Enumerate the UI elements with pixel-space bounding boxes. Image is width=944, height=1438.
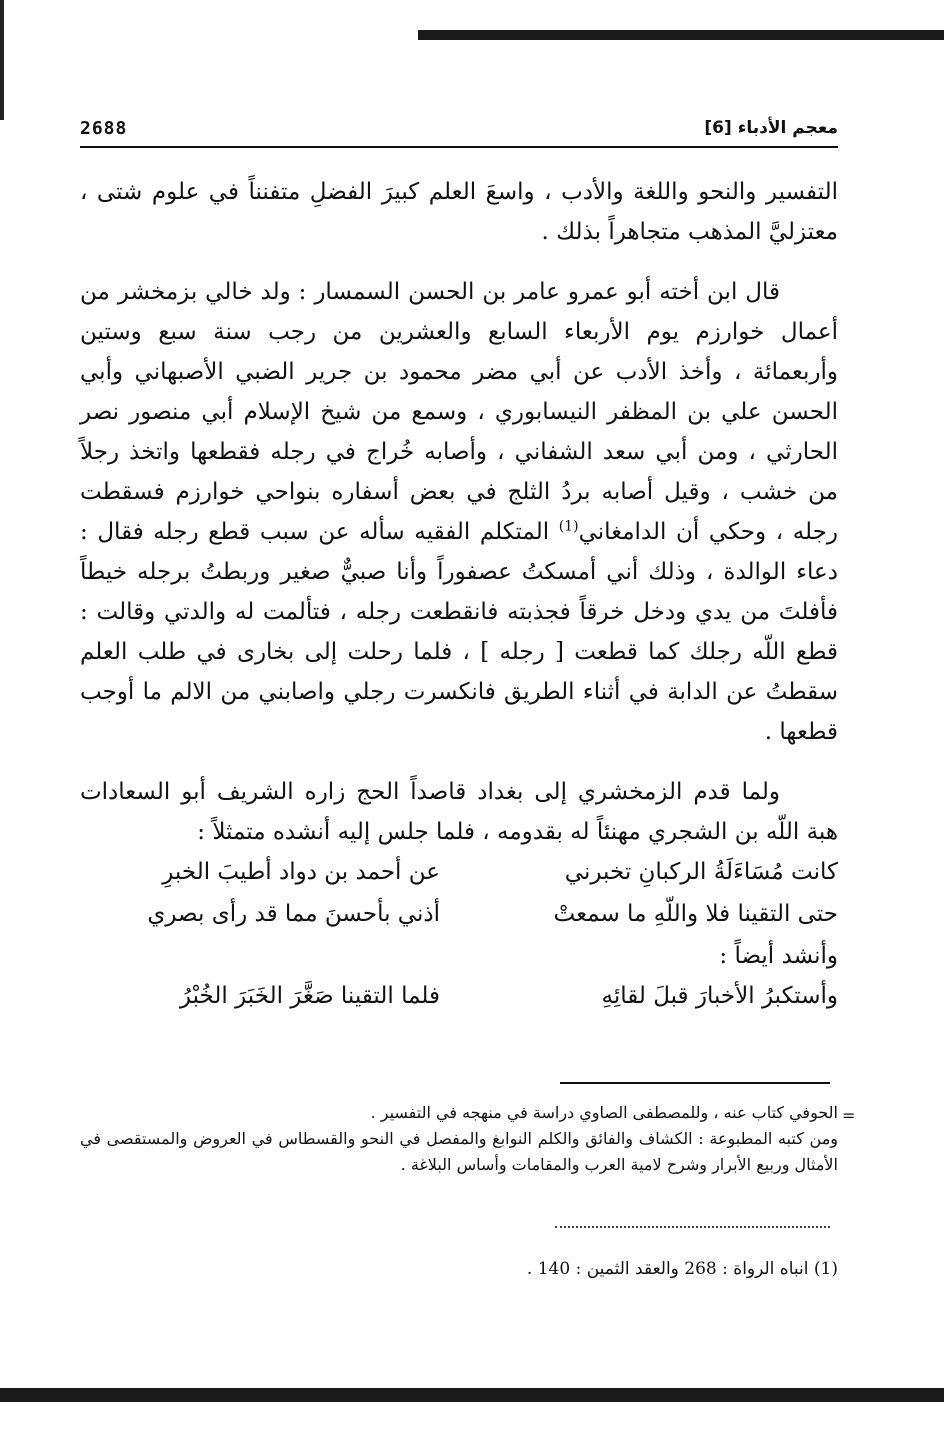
- verse-line: [80, 852, 838, 894]
- paragraph-2-part-a: قال ابن أخته أبو عمرو عامر بن الحسن السمسار : ولد خالي بزمخشر من أعمال خوارزم يوم الأربعاء السابع والعشرين من رجب سنة سبع وستين وأربعمائة ، وأخذ الأدب عن أبي مضر محمود بن جرير الضبي الأصبهاني وأبي الحسن علي بن المظفر النيسابوري ، وسمع من شيخ الإسلام أبي منصور نصر الحارثي ، ومن أبي سعد الشفاني ، وأصابه خُراج في رجله فقطعها واتخذ رجلاً من خشب ، وقيل أصابه بردُ الثلج في بعض أسفاره بنواحي خوارزم فسقطت رجله ، وحكي أن الدامغاني: [80, 279, 838, 545]
- main-text: [80, 172, 838, 1018]
- page-number: 2688: [80, 118, 128, 139]
- footnote-reference: (1): [558, 518, 579, 535]
- verse-first-hemistich: كانت مُسَاءَلَةُ الركبانِ تخبرني: [564, 859, 838, 885]
- scan-edge-mark: [0, 0, 4, 120]
- running-title: معجم الأدباء [6]: [704, 118, 838, 138]
- scan-top-band: [418, 30, 944, 40]
- verse-first-hemistich: حتى التقينا فلا واللّهِ ما سمعتْ: [553, 901, 838, 927]
- paragraph-3: ولما قدم الزمخشري إلى بغداد قاصداً الحج زاره الشريف أبو السعادات هبة اللّه بن الشجري مهنئاً له بقدومه ، فلما جلس إليه أنشده متمثلاً :: [80, 779, 838, 845]
- paragraph-2-part-b: المتكلم الفقيه سأله عن سبب قطع رجله فقال : دعاء الوالدة ، وذلك أني أمسكتُ عصفوراً وأنا صبيٌّ صغير وربطتُ برجله خيطاً فأفلتَ من يدي ودخل خرقاً فجذبته فانقطعت رجله ، فتألمت له والدتي وقالت : قطع اللّه رجلك كما قطعت [ رجله ] ، فلما رحلت إلى بخارى في طلب العلم سقطتُ عن الدابة في أثناء الطريق فانكسرت رجلي واصابني من الالم ما أوجب قطعها .: [80, 519, 838, 745]
- header-rule: [80, 146, 838, 148]
- verse-first-hemistich: وأستكبرُ الأخبارَ قبلَ لقائِهِ: [601, 983, 838, 1009]
- continuation-mark: =: [842, 1106, 856, 1125]
- verse-intro: وأنشد أيضاً :: [719, 943, 838, 969]
- paragraph-1: التفسير والنحو واللغة والأدب ، واسعَ العلم كبيرَ الفضلِ متفنناً في علوم شتى ، معتزليَّ المذهب متجاهراً بذلك .: [80, 179, 838, 245]
- dotted-separator: [555, 1226, 830, 1228]
- footnotes-block: [80, 1100, 838, 1178]
- verse-second-hemistich: عن أحمد بن دواد أطيبَ الخبرِ: [162, 859, 440, 885]
- footnote-line-1: الحوفي كتاب عنه ، وللمصطفى الصاوي دراسة في منهجه في التفسير .: [370, 1103, 838, 1122]
- verse-line: [80, 976, 838, 1018]
- verse-line: [80, 894, 838, 936]
- footnote-1: (1) انباه الرواة : 268 والعقد الثمين : 140 .: [526, 1259, 838, 1279]
- footnote-separator: [560, 1082, 830, 1084]
- page-header: [80, 112, 838, 146]
- verse-second-hemistich: أذني بأحسنَ مما قد رأى بصري: [147, 901, 440, 927]
- verse-second-hemistich: فلما التقينا صَغَّرَ الخَبَرَ الخُبْرُ: [179, 983, 440, 1009]
- paragraph-2: [80, 272, 838, 752]
- scan-bottom-band: [0, 1388, 944, 1402]
- footnote-line-2: ومن كتبه المطبوعة : الكشاف والفائق والكلم النوابغ والمفصل في النحو والقسطاس في العروض والمستقصى في الأمثال وربيع الأبرار وشرح لامية العرب والمقامات وأساس البلاغة .: [80, 1129, 838, 1174]
